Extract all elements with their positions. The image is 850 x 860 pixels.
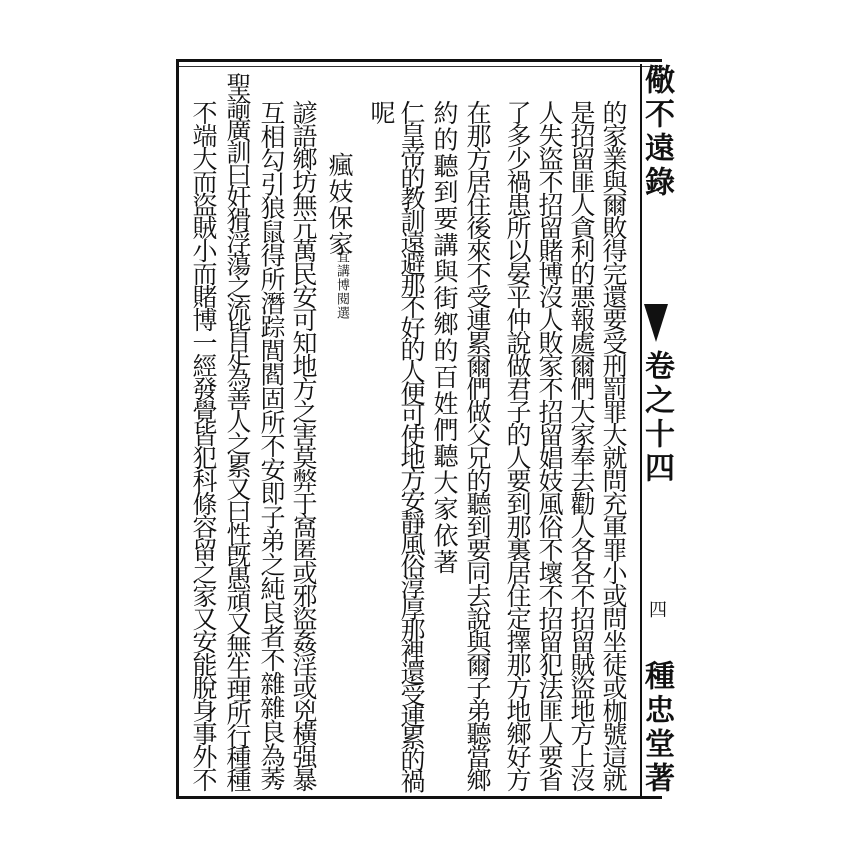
frame-left-border [176, 59, 179, 799]
text-column-4: 了多少禍患所以晏平仲說做君子的人要到那裏居住定擇那方地鄉好方 [503, 100, 532, 790]
text-column-8: 呢 [367, 100, 396, 127]
fish-tail-mark [644, 304, 668, 342]
frame-top-border [176, 59, 662, 62]
frame-bottom-border [176, 796, 662, 799]
spine-book-title: 儆不遠錄 [639, 64, 674, 200]
section-heading: 瘋妓保家 [325, 152, 354, 258]
text-column-10: 互相勾引狼鼠得所潛踪閭閻固所不安即子弟之純良者不雜雜良為莠 [257, 100, 286, 790]
text-column-3: 人失盜不招留賭博沒人敗家不招留娼妓風俗不壞不招留犯法匪人要省 [535, 100, 564, 790]
spine-publisher: 種忠堂著 [639, 660, 674, 796]
text-column-11: 聖諭廣訓曰奸猾浮蕩之流皆足為善人之累又曰性旣愚頑又無生理所行種種 [223, 72, 252, 791]
text-column-7: 仁皇帝的教訓遠避那不好的人便可使地方安靜風俗淳厚那裡還受連累的禍 [397, 100, 426, 790]
text-column-5: 在那方居住後來不受連累爾們做父兄的聽到要同去說與爾子弟聽當鄉 [463, 100, 492, 790]
text-column-1: 的家業與爾敗得完還要受刑罰罪大就問充軍罪小或問坐徒或枷號這就 [599, 100, 628, 790]
text-column-2: 是招留匪人貪利的悪報處爾們大家奉去勸人各各不招留賊盜地方上沒 [567, 100, 596, 790]
text-column-12: 不端大而盜賊小而賭博一經發覺皆犯科條容留之家又安能脫身事外不 [189, 100, 218, 790]
page-spine [639, 60, 674, 800]
text-column-9: 諺語鄉坊無亢萬民安可知地方之害莫弊于窩匿或邪盜姦淫或兇橫强暴 [289, 100, 318, 790]
frame-top-inner-border [176, 66, 662, 67]
spine-volume: 卷之十四 [639, 350, 674, 486]
spine-page-number: 四 [646, 600, 667, 622]
text-column-6: 約的聽到要講與街鄉的百姓們聽大家依著 [430, 100, 459, 576]
section-note: 宜講博閱選 [334, 250, 349, 320]
